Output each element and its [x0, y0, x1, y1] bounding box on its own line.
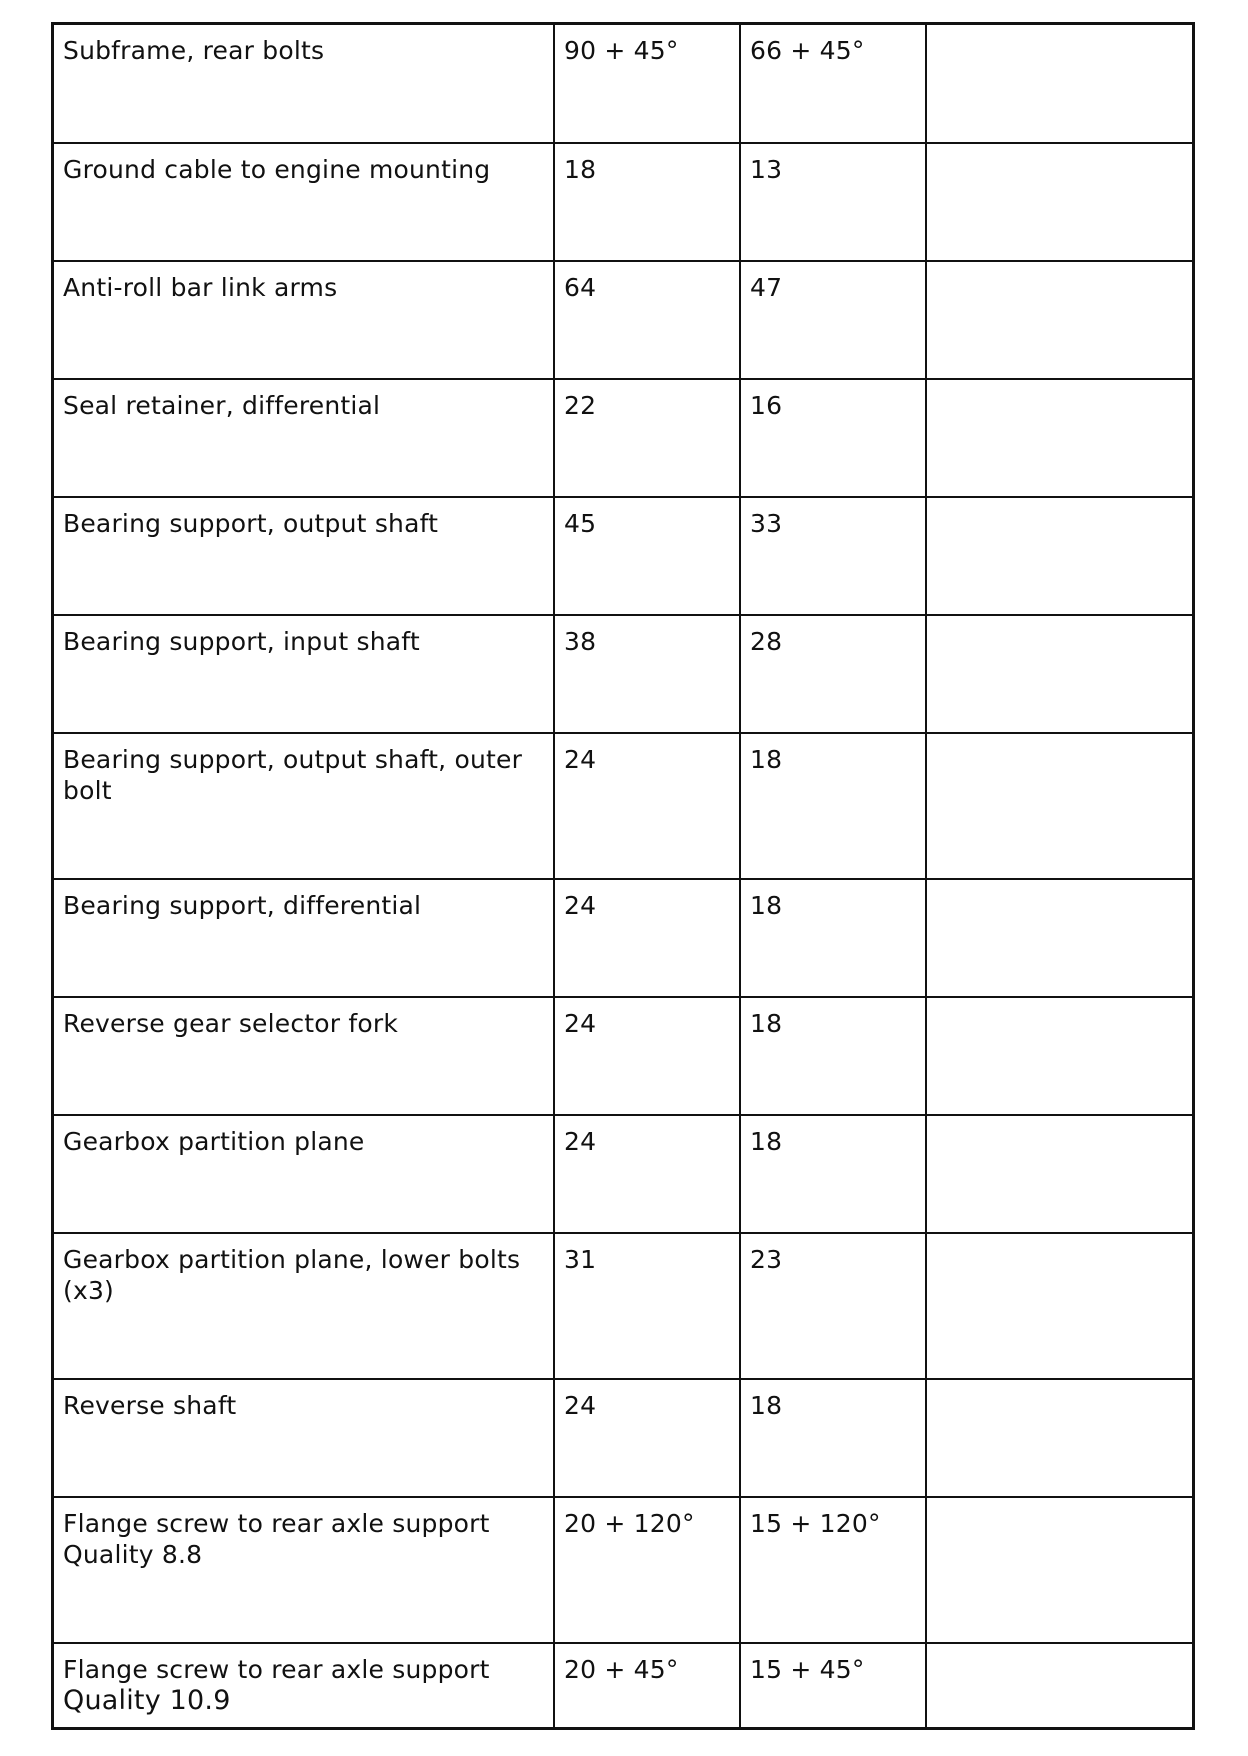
component-cell: Bearing support, output shaft, outer bolt [54, 733, 554, 879]
torque-nm-cell: 38 [554, 615, 740, 733]
component-cell: Reverse shaft [54, 1379, 554, 1497]
table-row [54, 379, 1192, 497]
torque-lbf-ft-cell: 47 [740, 261, 926, 379]
notes-cell [926, 25, 1192, 143]
notes-cell [926, 997, 1192, 1115]
notes-cell [926, 143, 1192, 261]
table-row [54, 1233, 1192, 1379]
component-cell: Anti-roll bar link arms [54, 261, 554, 379]
torque-nm-cell: 22 [554, 379, 740, 497]
notes-cell [926, 733, 1192, 879]
torque-lbf-ft-cell: 18 [740, 1115, 926, 1233]
table-row [54, 1643, 1192, 1727]
torque-lbf-ft-cell: 15 + 120° [740, 1497, 926, 1643]
torque-lbf-ft-cell: 28 [740, 615, 926, 733]
notes-cell [926, 879, 1192, 997]
component-line-1: Flange screw to rear axle support [63, 1509, 490, 1538]
notes-cell [926, 1497, 1192, 1643]
torque-lbf-ft-cell: 13 [740, 143, 926, 261]
table-row [54, 1497, 1192, 1643]
notes-cell [926, 497, 1192, 615]
component-cell: Gearbox partition plane [54, 1115, 554, 1233]
torque-spec-table [54, 25, 1192, 1727]
component-cell [54, 1497, 554, 1643]
notes-cell [926, 261, 1192, 379]
component-cell: Subframe, rear bolts [54, 25, 554, 143]
component-cell [54, 1643, 554, 1727]
torque-nm-cell: 31 [554, 1233, 740, 1379]
notes-cell [926, 1643, 1192, 1727]
torque-nm-cell: 24 [554, 997, 740, 1115]
table-row [54, 143, 1192, 261]
torque-nm-cell: 20 + 45° [554, 1643, 740, 1727]
component-cell: Bearing support, input shaft [54, 615, 554, 733]
component-cell: Bearing support, output shaft [54, 497, 554, 615]
component-line-2: Quality 10.9 [63, 1685, 231, 1716]
torque-spec-table-frame [51, 22, 1195, 1730]
torque-nm-cell: 24 [554, 879, 740, 997]
notes-cell [926, 1115, 1192, 1233]
torque-nm-cell: 24 [554, 1379, 740, 1497]
component-line-1: Flange screw to rear axle support [63, 1655, 490, 1684]
torque-nm-cell: 64 [554, 261, 740, 379]
torque-lbf-ft-cell: 66 + 45° [740, 25, 926, 143]
torque-nm-cell: 90 + 45° [554, 25, 740, 143]
component-cell: Reverse gear selector fork [54, 997, 554, 1115]
table-row [54, 1379, 1192, 1497]
torque-lbf-ft-cell: 33 [740, 497, 926, 615]
torque-nm-cell: 45 [554, 497, 740, 615]
table-row [54, 733, 1192, 879]
notes-cell [926, 1233, 1192, 1379]
notes-cell [926, 379, 1192, 497]
table-row [54, 1115, 1192, 1233]
table-row [54, 615, 1192, 733]
table-row [54, 497, 1192, 615]
table-row [54, 261, 1192, 379]
torque-nm-cell: 24 [554, 733, 740, 879]
torque-lbf-ft-cell: 23 [740, 1233, 926, 1379]
torque-lbf-ft-cell: 18 [740, 1379, 926, 1497]
torque-lbf-ft-cell: 15 + 45° [740, 1643, 926, 1727]
component-cell: Ground cable to engine mounting [54, 143, 554, 261]
torque-lbf-ft-cell: 18 [740, 733, 926, 879]
table-row [54, 879, 1192, 997]
component-cell: Bearing support, differential [54, 879, 554, 997]
torque-lbf-ft-cell: 18 [740, 879, 926, 997]
torque-nm-cell: 18 [554, 143, 740, 261]
component-cell: Gearbox partition plane, lower bolts (x3) [54, 1233, 554, 1379]
torque-lbf-ft-cell: 18 [740, 997, 926, 1115]
table-row [54, 25, 1192, 143]
notes-cell [926, 615, 1192, 733]
torque-nm-cell: 24 [554, 1115, 740, 1233]
component-line-2: Quality 8.8 [63, 1540, 203, 1569]
torque-lbf-ft-cell: 16 [740, 379, 926, 497]
torque-nm-cell: 20 + 120° [554, 1497, 740, 1643]
table-row [54, 997, 1192, 1115]
component-cell: Seal retainer, differential [54, 379, 554, 497]
notes-cell [926, 1379, 1192, 1497]
